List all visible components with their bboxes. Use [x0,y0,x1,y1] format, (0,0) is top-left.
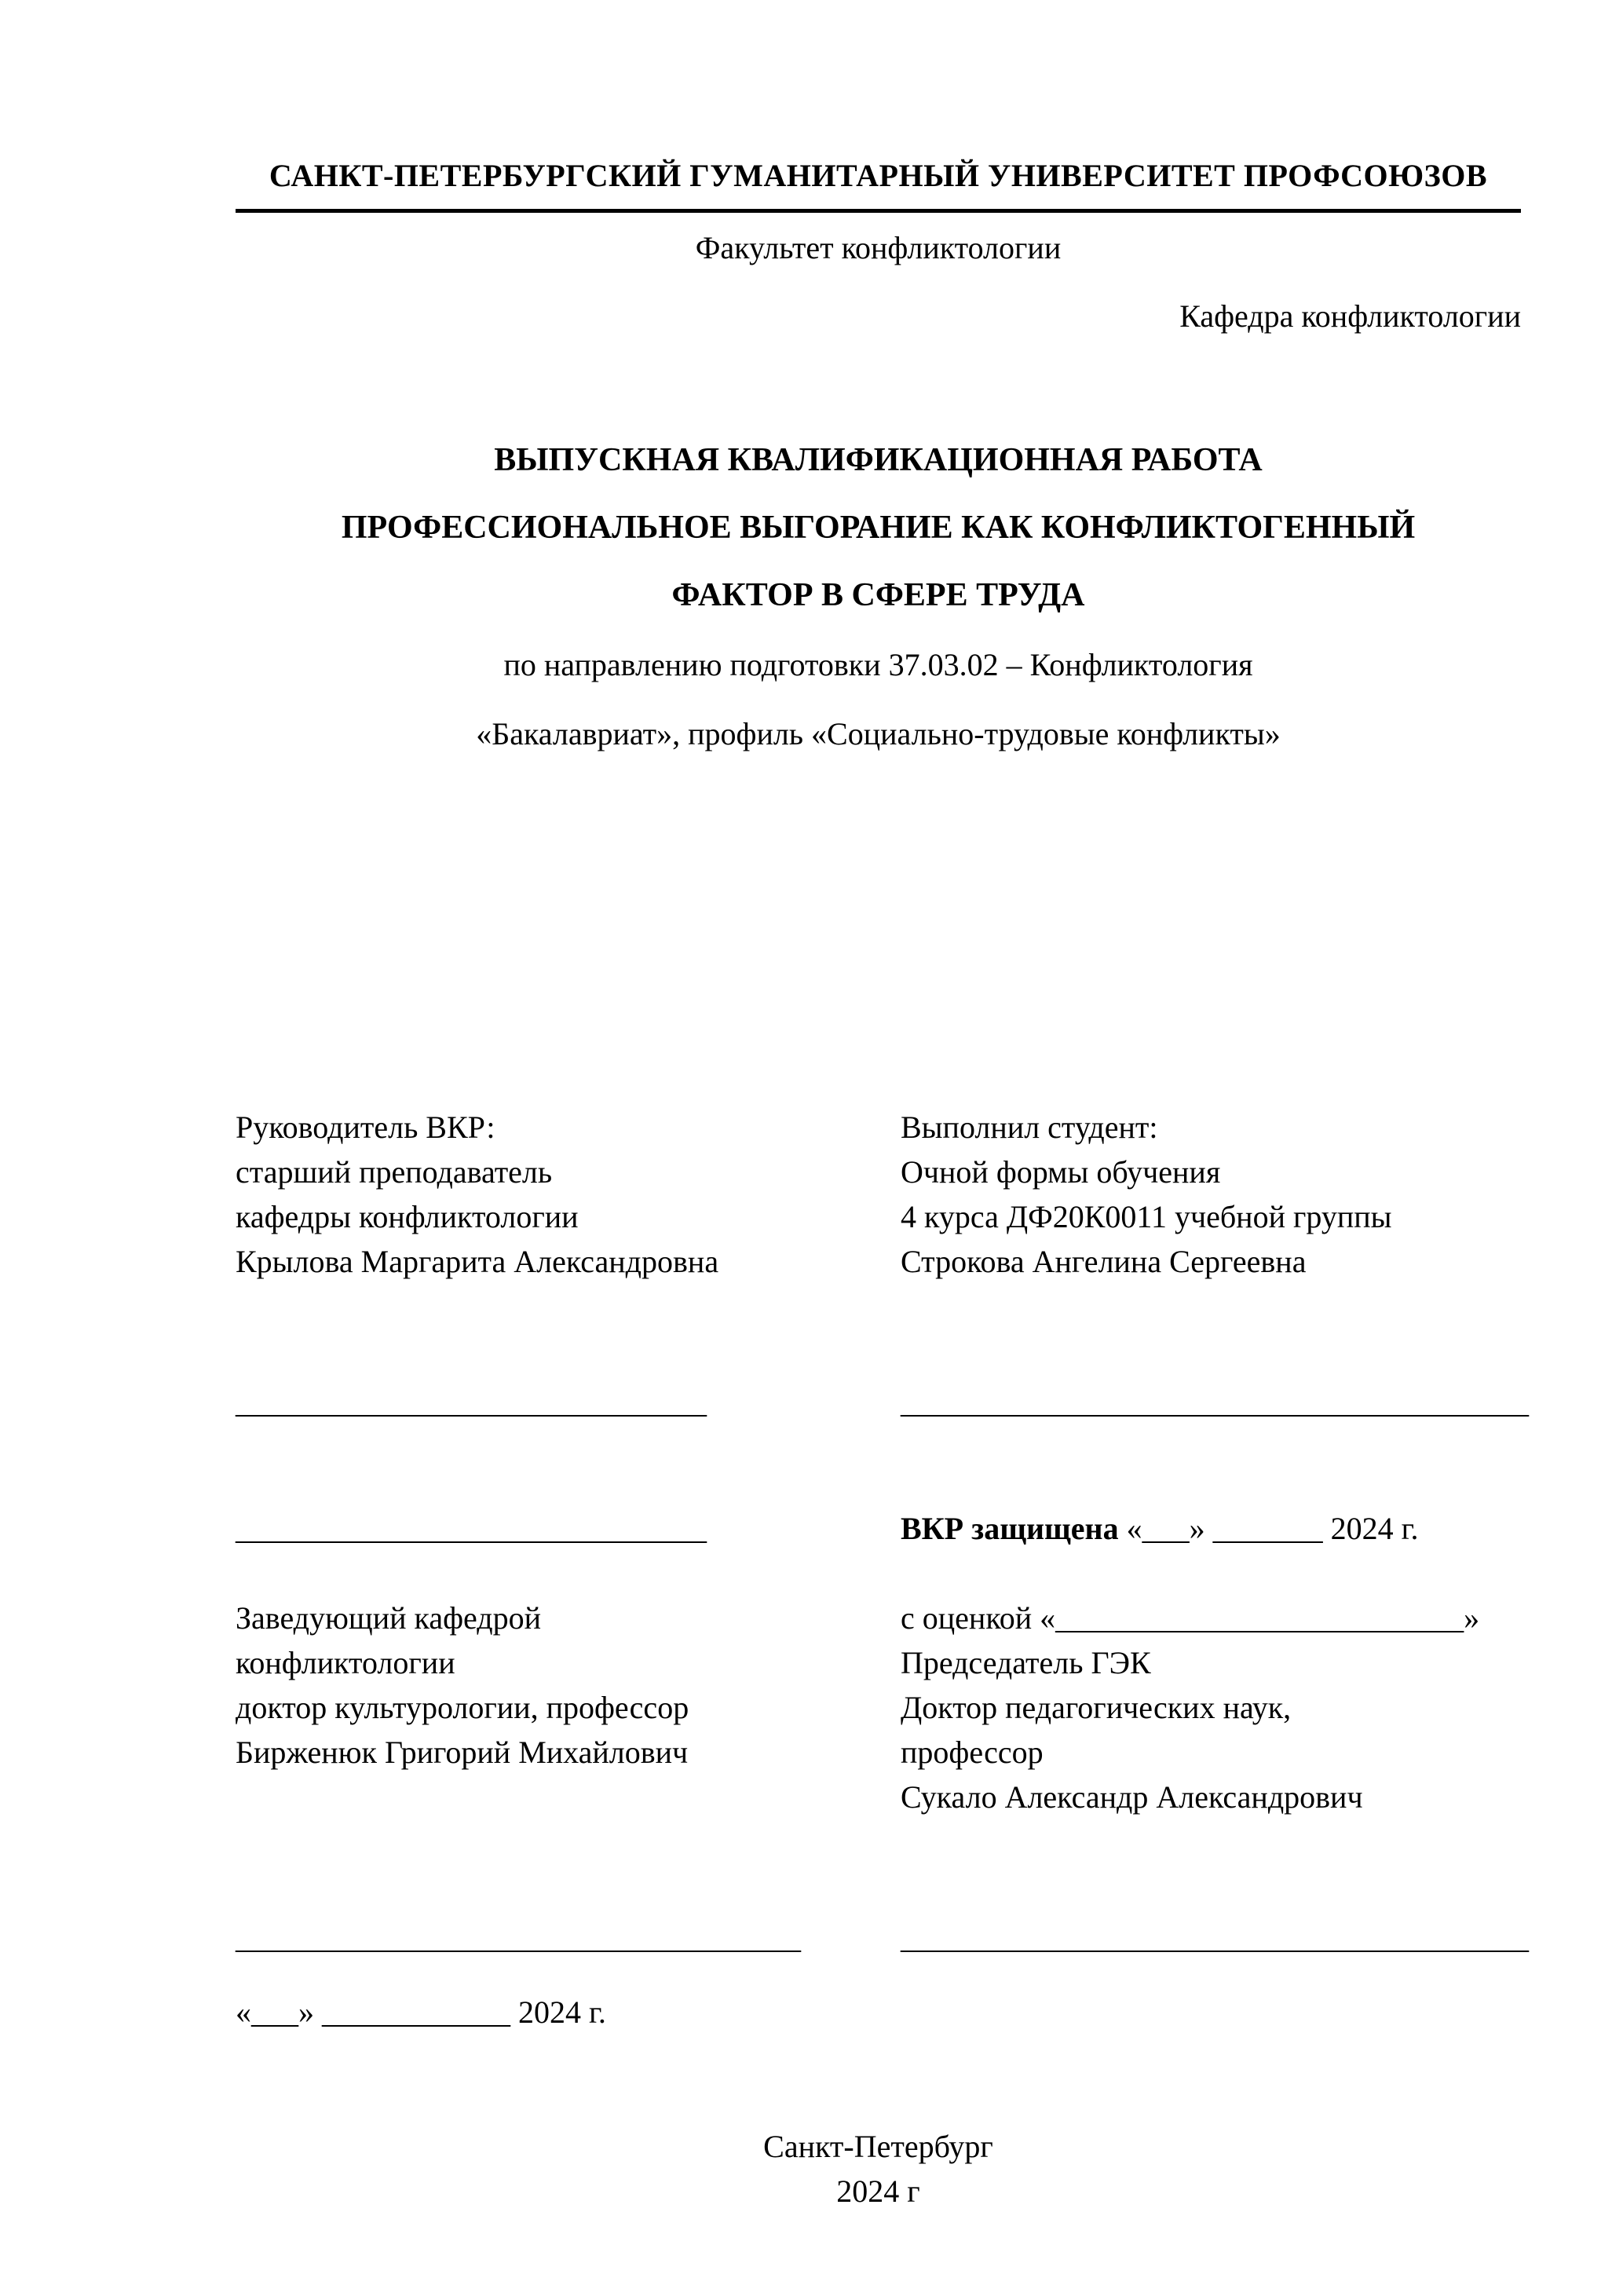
program-direction: по направлению подготовки 37.03.02 – Конфликтология [503,647,1253,682]
student-block [901,1105,1521,1284]
people-row [236,1105,1521,1284]
imprint-block [236,2124,1521,2214]
faculty-name: Факультет конфликтологии [695,230,1062,265]
head-degree-line: доктор культурологии, профессор [236,1690,689,1725]
chair-degree-line-2: профессор [901,1735,1044,1770]
chair-role-label: Председатель ГЭК [901,1645,1151,1680]
thesis-title-line-1: ПРОФЕССИОНАЛЬНОЕ ВЫГОРАНИЕ КАК КОНФЛИКТОГЕННЫЙ [341,510,1416,546]
student-signature-line: ________________________________________ [901,1384,1529,1420]
thesis-title-block [236,426,1521,629]
signature-row-2 [236,1915,1529,1960]
student-role-label: Выполнил студент: [901,1110,1158,1145]
program-profile: «Бакалавриат», профиль «Социально-трудовые конфликты» [476,716,1281,751]
thesis-type-line: ВЫПУСКНАЯ КВАЛИФИКАЦИОННАЯ РАБОТА [494,442,1263,478]
chair-signature-line: ________________________________________ [901,1920,1529,1955]
publication-year: 2024 г [836,2174,920,2209]
defense-label: ВКР защищена [901,1511,1119,1546]
head-of-department-block [236,1596,901,1819]
university-name: САНКТ-ПЕТЕРБУРГСКИЙ ГУМАНИТАРНЫЙ УНИВЕРСИТЕТ ПРОФСОЮЗОВ [269,158,1488,193]
separator-line [236,209,1521,213]
chair-name: Сукало Александр Александрович [901,1779,1363,1815]
chair-degree-line-1: Доктор педагогических наук, [901,1690,1292,1725]
program-block [236,631,1521,769]
supervisor-block [236,1105,901,1284]
defense-status-line [901,1511,1418,1546]
head-signature-line-bottom: ____________________________________ [236,1920,801,1955]
supervisor-position-line-2: кафедры конфликтологии [236,1199,579,1234]
date-row [236,1990,1521,2035]
signature-row-1 [236,1380,1529,1424]
head-name: Бирженюк Григорий Михайлович [236,1735,689,1770]
defense-row [236,1506,1521,1551]
head-role-line-2: конфликтологии [236,1645,455,1680]
department-name: Кафедра конфликтологии [1179,298,1521,334]
supervisor-signature-line: ______________________________ [236,1384,707,1420]
supervisor-position-line-1: старший преподаватель [236,1154,553,1190]
student-study-form: Очной формы обучения [901,1154,1221,1190]
grade-blank-line: с оценкой «__________________________» [901,1600,1480,1636]
student-group: 4 курса ДФ20К0011 учебной группы [901,1199,1392,1234]
grade-and-chair-block [901,1596,1521,1819]
defense-date-blank: «___» _______ 2024 г. [1118,1511,1419,1546]
supervisor-name: Крылова Маргарита Александровна [236,1244,719,1279]
head-role-line-1: Заведующий кафедрой [236,1600,542,1636]
thesis-title-line-2: ФАКТОР В СФЕРЕ ТРУДА [671,577,1085,613]
date-blank-line: «___» ____________ 2024 г. [236,1994,606,2030]
head-signature-line-upper: ______________________________ [236,1511,707,1546]
student-name: Строкова Ангелина Сергеевна [901,1244,1307,1279]
head-and-chair-row [236,1596,1521,1819]
city-name: Санкт-Петербург [763,2129,993,2164]
supervisor-role-label: Руководитель ВКР: [236,1110,495,1145]
